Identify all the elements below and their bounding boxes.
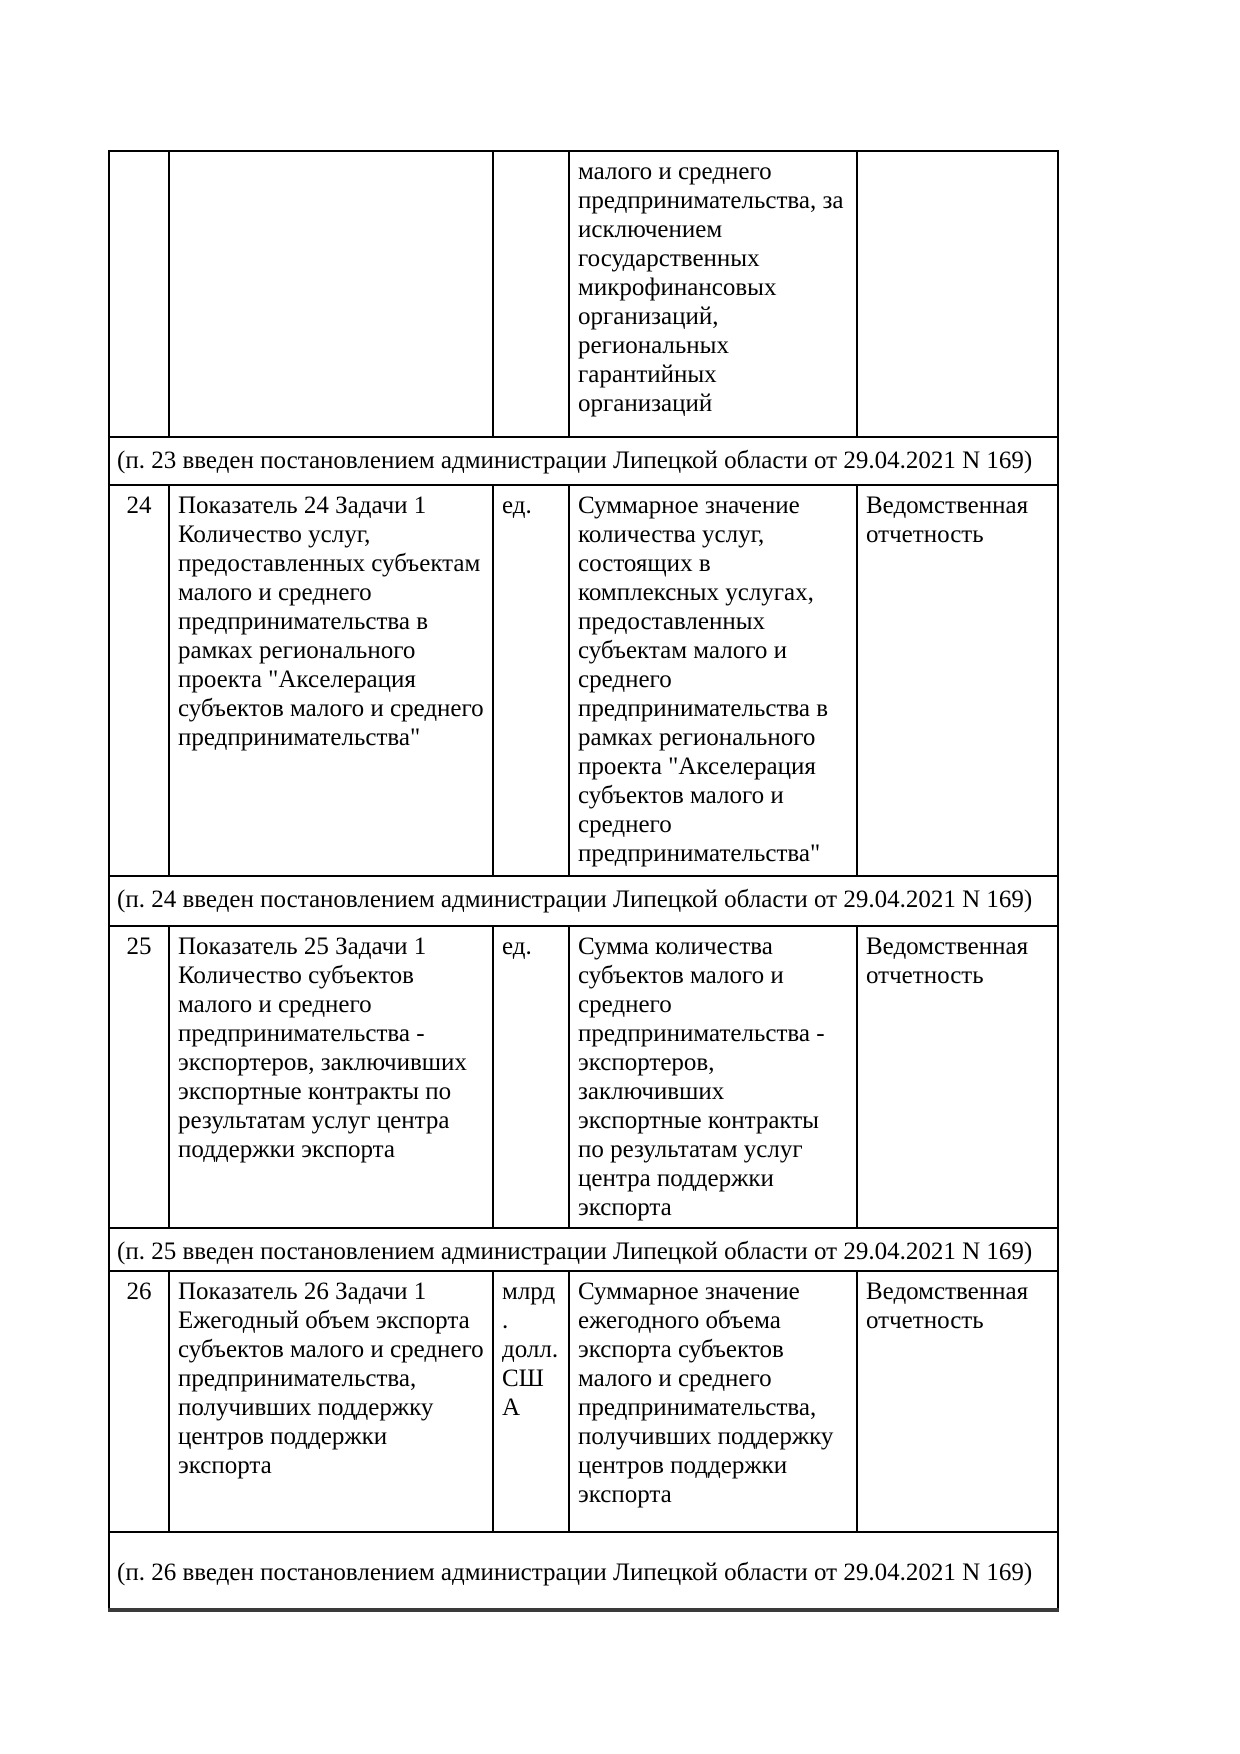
table-row-note-23 (109, 437, 1058, 485)
note-25-text: (п. 25 введен постановлением администрации Липецкой области от 29.04.2021 N 169) (109, 1228, 1058, 1271)
table-row-indicator-24 (109, 485, 1058, 876)
cell-unit-24: ед. (493, 485, 569, 876)
cell-number-continuation (109, 151, 169, 437)
note-26-text: (п. 26 введен постановлением администрации Липецкой области от 29.04.2021 N 169) (109, 1532, 1058, 1610)
cell-source-24: Ведомственная отчетность (857, 485, 1058, 876)
table-row-indicator-26 (109, 1271, 1058, 1532)
cell-indicator-continuation (169, 151, 493, 437)
cell-methodology-26: Суммарное значение ежегодного объема экспорта субъектов малого и среднего предпринимательства, получивших поддержку центров поддержки экспорта (569, 1271, 857, 1532)
table-row-indicator-25 (109, 926, 1058, 1228)
cell-indicator-25: Показатель 25 Задачи 1 Количество субъектов малого и среднего предпринимательства - экспортеров, заключивших экспортные контракты по результатам услуг центра поддержки экспорта (169, 926, 493, 1228)
cell-source-continuation (857, 151, 1058, 437)
cell-methodology-24: Суммарное значение количества услуг, состоящих в комплексных услугах, предоставленных субъектам малого и среднего предпринимательства в рамках регионального проекта "Акселерация субъектов малого и среднего предпринимательства" (569, 485, 857, 876)
table-row-note-24 (109, 876, 1058, 926)
cell-source-26: Ведомственная отчетность (857, 1271, 1058, 1532)
table-row-note-25 (109, 1228, 1058, 1271)
note-24-text: (п. 24 введен постановлением администрации Липецкой области от 29.04.2021 N 169) (109, 876, 1058, 926)
cell-unit-25: ед. (493, 926, 569, 1228)
cell-number-25: 25 (109, 926, 169, 1228)
cell-source-25: Ведомственная отчетность (857, 926, 1058, 1228)
cell-number-24: 24 (109, 485, 169, 876)
cell-indicator-24: Показатель 24 Задачи 1 Количество услуг, предоставленных субъектам малого и среднего предпринимательства в рамках регионального проекта "Акселерация субъектов малого и среднего предпринимательства" (169, 485, 493, 876)
table-row-note-26 (109, 1532, 1058, 1610)
table-row-continuation (109, 151, 1058, 437)
cell-methodology-continuation: малого и среднего предпринимательства, за исключением государственных микрофинансовых организаций, региональных гарантийных организаций (569, 151, 857, 437)
indicators-table (108, 150, 1059, 1612)
cell-indicator-26: Показатель 26 Задачи 1 Ежегодный объем экспорта субъектов малого и среднего предпринимательства, получивших поддержку центров поддержки экспорта (169, 1271, 493, 1532)
cell-unit-continuation (493, 151, 569, 437)
cell-unit-26: млрд. долл. США (493, 1271, 569, 1532)
cell-number-26: 26 (109, 1271, 169, 1532)
note-23-text: (п. 23 введен постановлением администрации Липецкой области от 29.04.2021 N 169) (109, 437, 1058, 485)
cell-methodology-25: Сумма количества субъектов малого и среднего предпринимательства - экспортеров, заключивших экспортные контракты по результатам услуг центра поддержки экспорта (569, 926, 857, 1228)
